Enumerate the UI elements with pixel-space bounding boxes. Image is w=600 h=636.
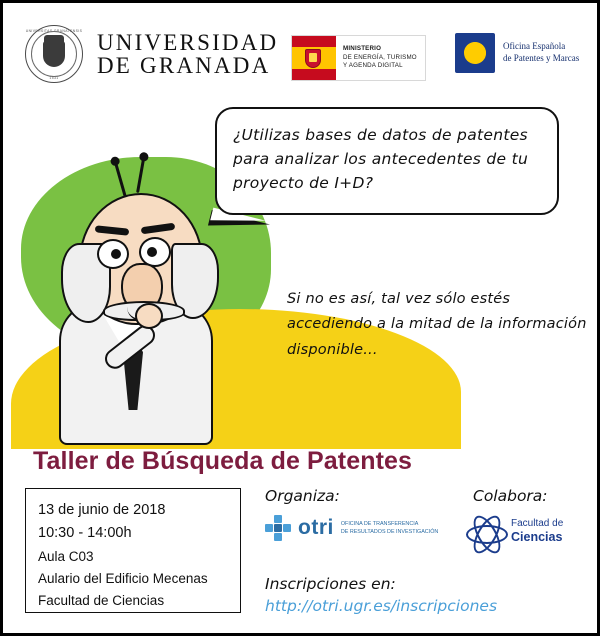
ministry-line1: MINISTERIO	[343, 44, 382, 52]
hand	[135, 303, 163, 329]
colabora-label: Colabora:	[473, 487, 548, 505]
university-name-line2: DE GRANADA	[97, 53, 271, 78]
university-of-granada-logo	[25, 25, 278, 83]
ministry-logo	[291, 35, 426, 81]
event-date: 13 de junio de 2018	[38, 502, 166, 518]
spain-flag-icon	[292, 36, 336, 80]
hair-strand-right-icon	[136, 159, 145, 193]
speech-bubble	[215, 107, 559, 215]
otri-logo	[265, 515, 438, 541]
event-room: Aula C03	[38, 548, 94, 564]
page-title: Taller de Búsqueda de Patentes	[33, 447, 413, 475]
organiza-label: Organiza:	[265, 487, 340, 505]
oepm-line2: de Patentes y Marcas	[503, 53, 580, 63]
event-details-box	[25, 488, 241, 613]
facultad-ciencias-logo	[465, 515, 563, 549]
seal-bottom-text: 1531	[49, 75, 59, 80]
speech-bubble-text: ¿Utilizas bases de datos de patentes para analizar los antecedentes de tu proyecto de I+D?	[233, 126, 529, 193]
otri-wordmark: otri	[298, 516, 334, 539]
event-faculty: Facultad de Ciencias	[38, 592, 165, 608]
inscripciones-label: Inscripciones en:	[265, 575, 396, 593]
hair-strand-left-icon	[114, 163, 126, 197]
pupil-right	[147, 247, 157, 257]
atom-icon	[465, 515, 505, 549]
pupil-left	[111, 249, 121, 259]
ugr-seal-icon	[25, 25, 83, 83]
oepm-text	[503, 41, 579, 64]
seal-top-text: UNIVERSITAS GRANATENSIS	[25, 28, 83, 33]
event-building: Aulario del Edificio Mecenas	[38, 570, 208, 586]
facultad-ciencias-text	[511, 518, 563, 546]
otri-subtitle-line1: OFICINA DE TRANSFERENCIA	[340, 520, 419, 527]
illustration-area	[3, 99, 600, 439]
university-name-line1: UNIVERSIDAD	[97, 29, 279, 55]
spain-coat-of-arms-icon	[305, 49, 321, 68]
ministry-line2: DE ENERGÍA, TURISMO	[343, 53, 417, 61]
otri-subtitle-line2: DE RESULTADOS DE INVESTIGACIÓN	[340, 529, 439, 535]
seal-crest-icon	[43, 41, 65, 67]
oepm-line1: Oficina Española	[503, 41, 566, 52]
otri-subtitle	[341, 520, 438, 536]
otri-cross-icon	[265, 515, 291, 541]
seal-ring-text	[26, 26, 82, 82]
ministry-line3: Y AGENDA DIGITAL	[343, 62, 403, 70]
oepm-mark-icon	[455, 33, 495, 73]
event-time: 10:30 - 14:00h	[38, 525, 132, 542]
ministry-text	[336, 36, 425, 80]
poster-header	[3, 19, 600, 97]
inscripciones-url[interactable]: http://otri.ugr.es/inscripciones	[265, 597, 498, 615]
university-name	[97, 31, 278, 78]
oepm-circle-icon	[464, 42, 486, 64]
oepm-logo	[455, 33, 579, 73]
facultad-line2: Ciencias	[511, 530, 563, 545]
illustration-subtitle-text: Si no es así, tal vez sólo estés accediendo a la mitad de la información disponible...	[287, 291, 587, 358]
facultad-line1: Facultad de	[511, 517, 564, 529]
